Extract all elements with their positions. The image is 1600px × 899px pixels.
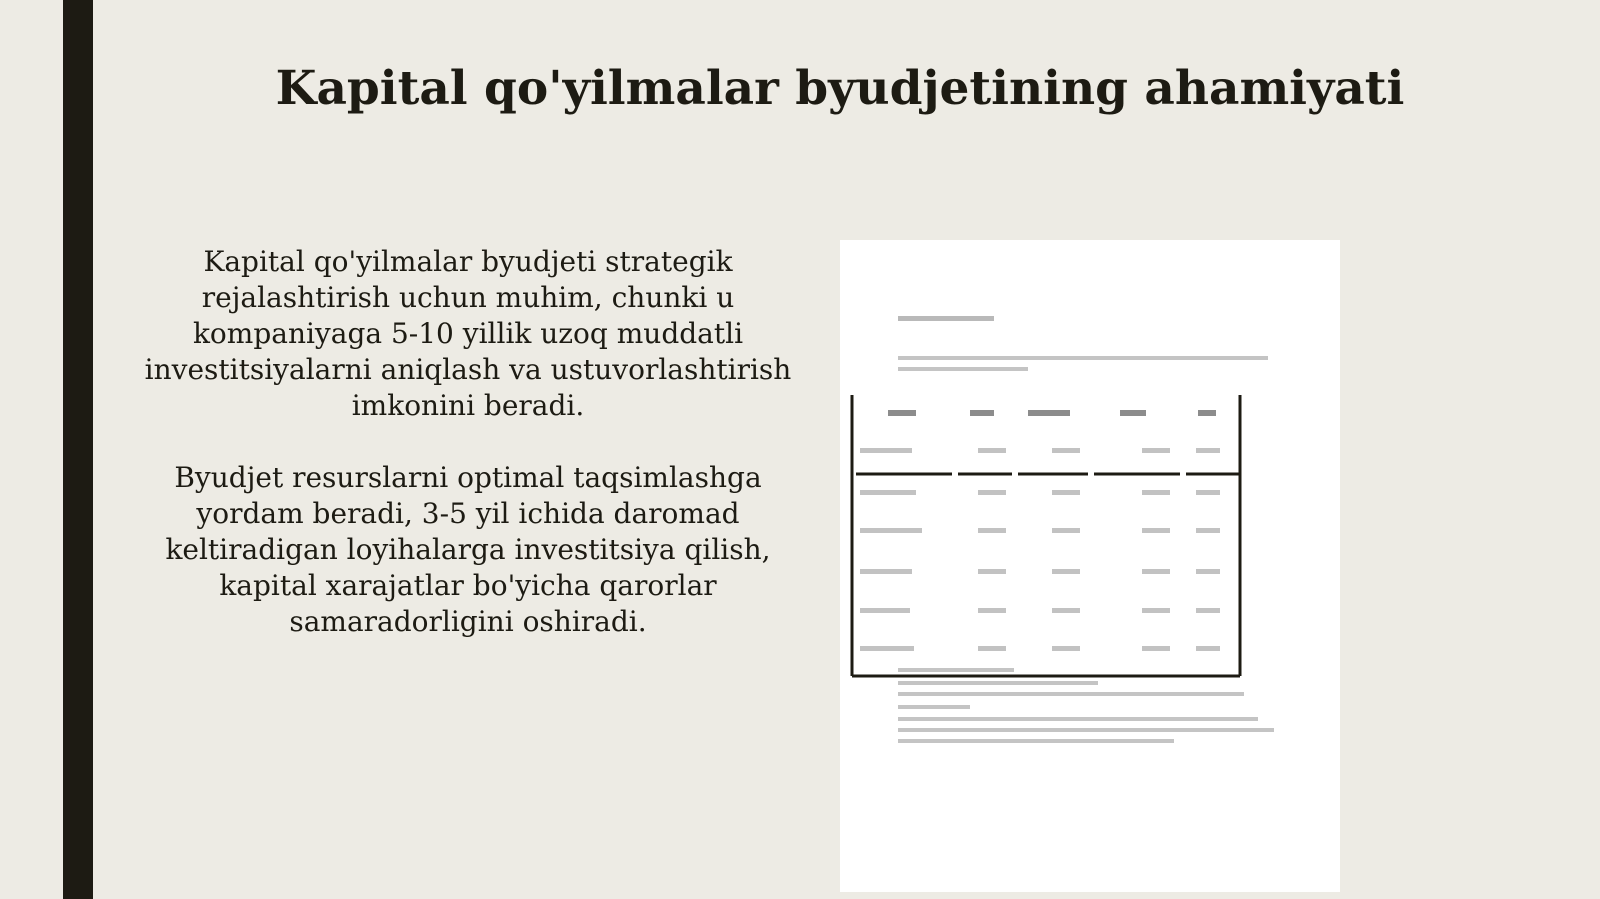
paragraph-1: Kapital qo'yilmalar byudjeti strategik rejalashtirish uchun muhim, chunki u kompaniyaga 5-10 yillik uzoq muddatli investitsiyalarni aniqlash va ustuvorlashtirish imkonini beradi.: [144, 245, 792, 422]
doc-heading-line: [898, 316, 994, 321]
doc-intro-line: [898, 356, 1268, 360]
document-table-image: [840, 240, 1340, 892]
doc-footnotes: [898, 668, 1274, 743]
accent-side-bar: [63, 0, 93, 899]
slide-title: Kapital qo'yilmalar byudjetining ahamiyati: [275, 61, 1405, 116]
doc-table-header: [888, 410, 1216, 416]
doc-table-rows: [860, 448, 1220, 651]
body-text: [128, 244, 808, 676]
doc-table-frame: [852, 395, 1240, 676]
doc-intro-line: [898, 367, 1028, 371]
document-table-graphic: [840, 240, 1340, 892]
paragraph-2: Byudjet resurslarni optimal taqsimlashga yordam beradi, 3-5 yil ichida daromad keltiradigan loyihalarga investitsiya qilish, kapital xarajatlar bo'yicha qarorlar samaradorligini oshiradi.: [165, 461, 771, 638]
